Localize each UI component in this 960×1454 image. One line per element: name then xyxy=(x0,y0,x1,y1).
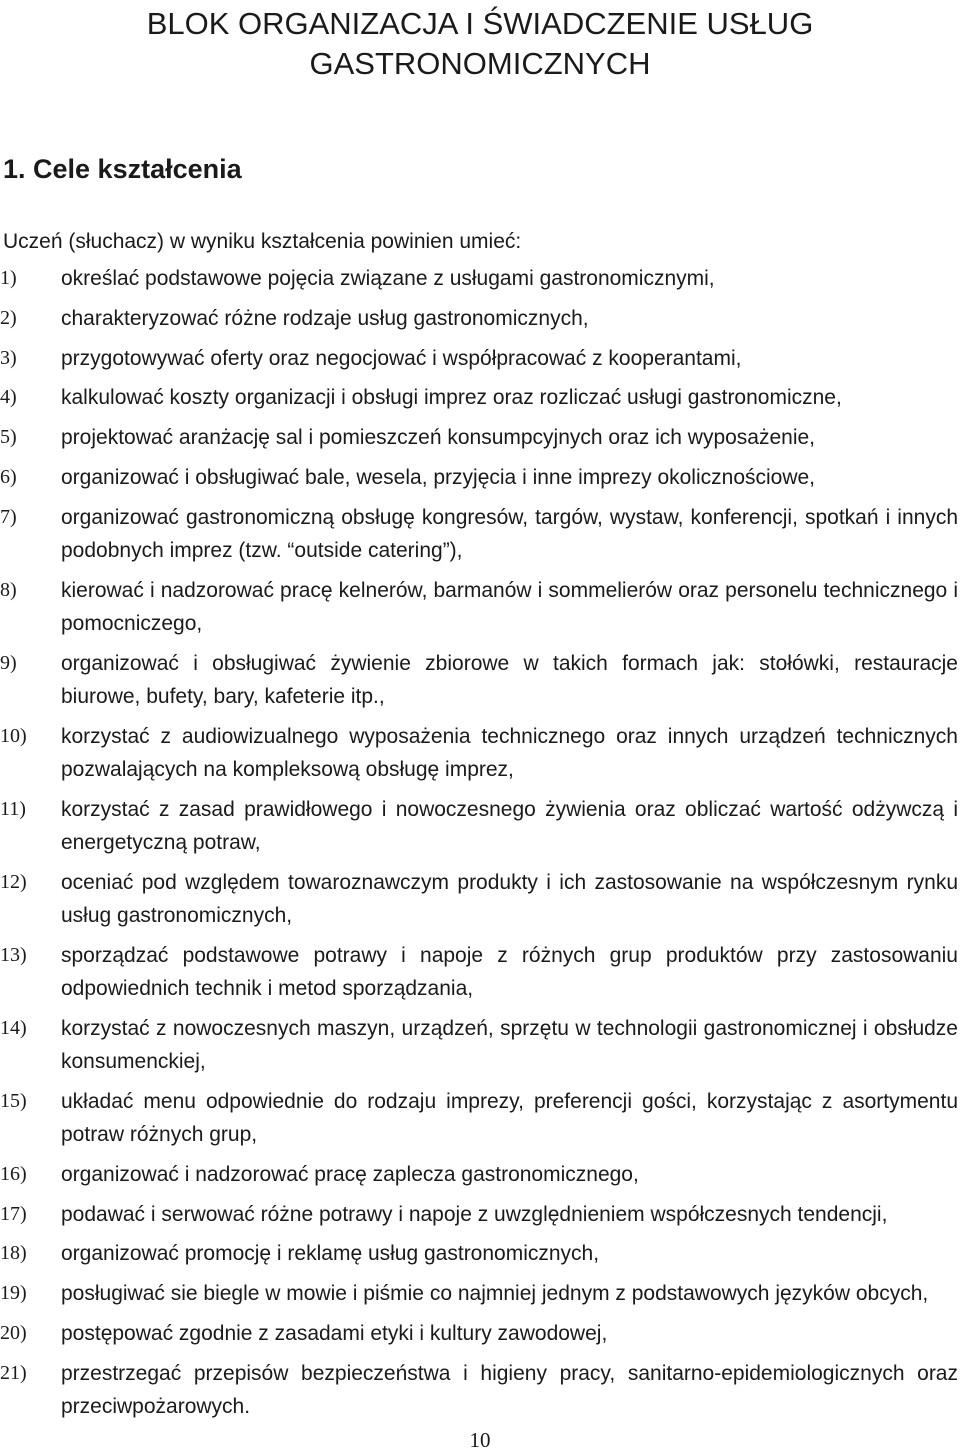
list-item-text: organizować i obsługiwać żywienie zbiorowe w takich formach jak: stołówki, restauracje biurowe, bufety, bary, kafeterie itp., xyxy=(61,651,958,708)
list-item-number: 16) xyxy=(0,1162,27,1185)
list-item xyxy=(0,1237,958,1270)
list-item-number: 1) xyxy=(0,267,17,289)
list-item-number: 18) xyxy=(0,1242,27,1265)
list-item xyxy=(0,1277,958,1310)
list-item xyxy=(0,939,958,1005)
list-item-number: 5) xyxy=(0,426,17,449)
list-item xyxy=(0,262,958,295)
list-item xyxy=(0,342,958,375)
list-item-number: 12) xyxy=(0,870,27,893)
list-item-text: oceniać pod względem towaroznawczym produkty i ich zastosowanie na współczesnym rynku usług gastronomicznych, xyxy=(61,870,958,927)
list-item-number: 13) xyxy=(0,943,27,966)
list-item-text: organizować promocję i reklamę usług gastronomicznych, xyxy=(61,1242,600,1266)
list-item xyxy=(0,421,958,454)
list-item xyxy=(0,866,958,932)
list-item-number: 19) xyxy=(0,1282,27,1305)
list-item xyxy=(0,574,958,640)
list-item-text: określać podstawowe pojęcia związane z usługami gastronomicznymi, xyxy=(61,267,715,290)
list-item-text: charakteryzować różne rodzaje usług gastronomicznych, xyxy=(61,306,589,330)
list-item-number: 11) xyxy=(0,797,26,820)
learning-goals-list xyxy=(0,262,958,1430)
document-title: BLOK ORGANIZACJA I ŚWIADCZENIE USŁUG GASTRONOMICZNYCH xyxy=(146,6,814,81)
list-item xyxy=(0,1357,958,1423)
list-item-number: 9) xyxy=(0,651,17,674)
list-item-number: 8) xyxy=(0,578,17,601)
list-item-number: 15) xyxy=(0,1089,27,1112)
list-item xyxy=(0,793,958,859)
list-item xyxy=(0,1158,958,1191)
list-item xyxy=(0,1012,958,1078)
list-item-text: kalkulować koszty organizacji i obsługi imprez oraz rozliczać usługi gastronomiczne, xyxy=(61,386,842,410)
list-item-text: projektować aranżację sal i pomieszczeń konsumpcyjnych oraz ich wyposażenie, xyxy=(61,426,816,450)
list-item-number: 3) xyxy=(0,346,17,369)
list-item-text: kierować i nadzorować pracę kelnerów, barmanów i sommelierów oraz personelu technicznego i pomocniczego, xyxy=(61,578,958,635)
list-item-text: przygotowywać oferty oraz negocjować i współpracować z kooperantami, xyxy=(61,346,742,370)
list-item xyxy=(0,720,958,786)
list-item-number: 4) xyxy=(0,386,17,409)
list-item-text: podawać i serwować różne potrawy i napoje z uwzględnieniem współczesnych tendencji, xyxy=(61,1202,888,1226)
list-item xyxy=(0,1317,958,1350)
list-item-text: posługiwać sie biegle w mowie i piśmie co najmniej jednym z podstawowych języków obcych, xyxy=(61,1282,929,1306)
list-item-number: 6) xyxy=(0,465,17,488)
list-item-text: organizować i obsługiwać bale, wesela, przyjęcia i inne imprezy okolicznościowe, xyxy=(61,465,816,489)
intro-text: Uczeń (słuchacz) w wyniku kształcenia powinien umieć: xyxy=(3,230,522,253)
list-item-number: 20) xyxy=(0,1321,27,1344)
list-item-text: postępować zgodnie z zasadami etyki i kultury zawodowej, xyxy=(61,1321,608,1345)
list-item xyxy=(0,302,958,335)
list-item-number: 17) xyxy=(0,1202,27,1225)
list-item-number: 2) xyxy=(0,306,17,329)
list-item xyxy=(0,647,958,713)
list-item-number: 7) xyxy=(0,505,17,528)
list-item-text: korzystać z zasad prawidłowego i nowoczesnego żywienia oraz obliczać wartość odżywczą i energetyczną potraw, xyxy=(61,797,958,854)
list-item xyxy=(0,1198,958,1231)
list-item-text: sporządzać podstawowe potrawy i napoje z różnych grup produktów przy zastosowaniu odpowiednich technik i metod sporządzania, xyxy=(61,943,958,1000)
list-item xyxy=(0,381,958,414)
list-item-number: 10) xyxy=(0,724,27,747)
list-item xyxy=(0,1085,958,1151)
list-item-text: korzystać z audiowizualnego wyposażenia technicznego oraz innych urządzeń technicznych pozwalających na kompleksową obsługę imprez, xyxy=(61,724,958,781)
list-item-text: organizować gastronomiczną obsługę kongresów, targów, wystaw, konferencji, spotkań i innych podobnych imprez (tzw. “outside catering”), xyxy=(61,505,958,562)
list-item-number: 21) xyxy=(0,1361,27,1384)
list-item xyxy=(0,461,958,494)
page-number: 10 xyxy=(469,1428,491,1452)
list-item-text: przestrzegać przepisów bezpieczeństwa i higieny pracy, sanitarno-epidemiologicznych oraz przeciwpożarowych. xyxy=(61,1361,958,1418)
list-item-text: układać menu odpowiednie do rodzaju imprezy, preferencji gości, korzystając z asortymentu potraw różnych grup, xyxy=(61,1089,958,1146)
section-heading: 1. Cele kształcenia xyxy=(3,154,242,184)
list-item-text: organizować i nadzorować pracę zaplecza gastronomicznego, xyxy=(61,1162,639,1186)
list-item-text: korzystać z nowoczesnych maszyn, urządzeń, sprzętu w technologii gastronomicznej i obsłudze konsumenckiej, xyxy=(61,1016,958,1073)
list-item xyxy=(0,501,958,567)
list-item-number: 14) xyxy=(0,1016,27,1039)
